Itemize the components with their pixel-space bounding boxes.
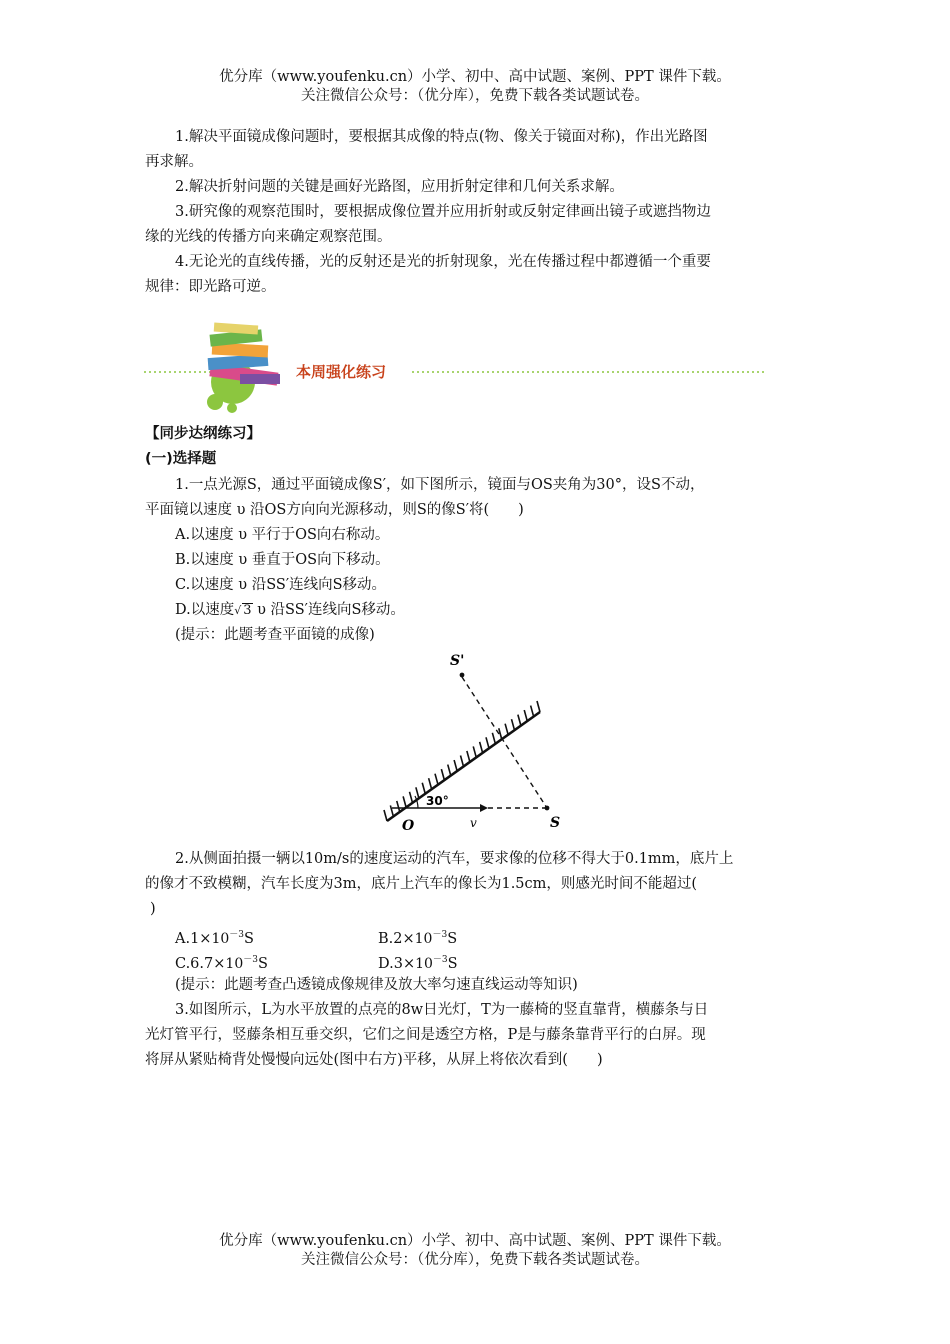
hatch-mark — [448, 765, 451, 776]
q2-option-a — [175, 924, 254, 950]
books-icon — [207, 322, 280, 413]
intro-p3b: 缘的光线的传播方向来确定观察范围。 — [145, 229, 392, 245]
q2-option-c — [175, 949, 268, 975]
hatch-mark — [467, 751, 470, 762]
q1-option-d-post: υ 沿SS′连线向S移动。 — [252, 602, 405, 618]
q1-option-b: B.以速度 υ 垂直于OS向下移动。 — [175, 552, 390, 568]
header-line-2: 关注微信公众号：（优分库），免费下载各类试题试卷。 — [301, 88, 649, 104]
intro-p4a: 4.无论光的直线传播，光的反射还是光的折射现象，光在传播过程中都遵循一个重要 — [175, 254, 711, 270]
hatch-mark — [397, 801, 400, 812]
q1-stem-a: 1.一点光源S，通过平面镜成像S′，如下图所示，镜面与OS夹角为30°，设S不动， — [175, 477, 705, 493]
point-s — [545, 806, 550, 811]
q2-option-b-base: 10 — [414, 931, 433, 947]
hatch-mark — [486, 737, 489, 748]
q2-stem-b: 的像才不致模糊，汽车长度为3m，底片上汽车的像长为1.5cm，则感光时间不能超过( — [145, 876, 698, 892]
footer-line-1: 优分库（www.youfenku.cn）小学、初中、高中试题、案例、PPT 课件下载。 — [219, 1233, 731, 1249]
ss-prime-dashed-line — [462, 677, 547, 808]
hatch-mark — [531, 706, 534, 717]
hatch-mark — [492, 733, 495, 744]
intro-p2: 2.解决折射问题的关键是画好光路图，应用折射定律和几何关系求解。 — [175, 179, 624, 195]
label-s-prime: S' — [450, 653, 465, 669]
q2-option-d-exp: －3 — [432, 955, 448, 965]
footer-line-2: 关注微信公众号：（优分库），免费下载各类试题试卷。 — [301, 1252, 649, 1268]
hatch-mark — [390, 805, 393, 816]
section-banner — [140, 322, 770, 414]
page-footer — [0, 1232, 950, 1270]
label-v: v — [470, 816, 477, 830]
q1-option-c: C.以速度 υ 沿SS′连线向S移动。 — [175, 577, 387, 593]
q2-option-c-pre: C.6.7× — [175, 956, 226, 972]
hatch-mark — [480, 742, 483, 753]
q2-option-b-exp: －3 — [432, 930, 448, 940]
point-s-prime — [460, 673, 465, 678]
q1-option-d-root: 3 — [243, 603, 252, 618]
hatch-mark — [403, 796, 406, 807]
q3-stem-b: 光灯管平行，竖藤条相互垂交织，它们之间是透空方格，P是与藤条靠背平行的白屏。现 — [145, 1027, 706, 1043]
q2-option-c-base: 10 — [225, 956, 244, 972]
hatch-mark — [441, 769, 444, 780]
q2-option-d-unit: S — [447, 956, 458, 972]
page-header — [0, 68, 950, 106]
section-subtitle: (一)选择题 — [145, 451, 217, 467]
q2-option-a-pre: A.1× — [175, 931, 212, 947]
q2-option-d — [378, 949, 458, 975]
hatch-mark — [473, 746, 476, 757]
hatch-mark — [422, 783, 425, 794]
q2-option-d-pre: D.3× — [378, 956, 416, 972]
header-line-1: 优分库（www.youfenku.cn）小学、初中、高中试题、案例、PPT 课件下载。 — [219, 69, 731, 85]
q2-hint: (提示：此题考查凸透镜成像规律及放大率匀速直线运动等知识) — [175, 977, 578, 993]
mirror-figure — [370, 645, 570, 840]
banner-title: 本周强化练习 — [296, 363, 387, 381]
hatch-mark — [512, 719, 515, 730]
hatch-mark — [518, 715, 521, 726]
q2-stem-c: ) — [150, 901, 156, 917]
velocity-arrowhead — [480, 804, 488, 812]
hatch-mark — [429, 778, 432, 789]
intro-p4b: 规律：即光路可逆。 — [145, 279, 276, 295]
q2-option-d-base: 10 — [415, 956, 433, 972]
hatch-mark — [537, 701, 540, 712]
q2-option-b-unit: S — [447, 931, 458, 947]
q2-option-a-base: 10 — [211, 931, 230, 947]
q2-stem-a: 2.从侧面拍摄一辆以10m/s的速度运动的汽车，要求像的位移不得大于0.1mm，底片上 — [175, 851, 734, 867]
q2-option-a-exp: －3 — [229, 930, 245, 940]
intro-p1a: 1.解决平面镜成像问题时，要根据其成像的特点(物、像关于镜面对称)，作出光路图 — [175, 129, 708, 145]
q2-option-b — [378, 924, 457, 950]
q1-option-d-pre: D.以速度 — [175, 602, 235, 618]
q2-option-a-unit: S — [244, 931, 254, 947]
label-angle: 30° — [426, 794, 449, 808]
hatch-mark — [461, 756, 464, 767]
hatch-mark — [384, 810, 387, 821]
hatch-mark — [410, 792, 413, 803]
label-o: O — [402, 818, 415, 834]
hatch-mark — [416, 787, 419, 798]
hatch-mark — [524, 710, 527, 721]
hatch-mark — [454, 760, 457, 771]
q2-option-c-exp: －3 — [243, 955, 258, 965]
intro-p3a: 3.研究像的观察范围时，要根据成像位置并应用折射或反射定律画出镜子或遮挡物边 — [175, 204, 711, 220]
q3-stem-a: 3.如图所示，L为水平放置的点亮的8w日光灯，T为一藤椅的竖直靠背，横藤条与日 — [175, 1002, 709, 1018]
q2-option-b-pre: B.2× — [378, 931, 415, 947]
q1-hint: (提示：此题考查平面镜的成像) — [175, 627, 375, 643]
q1-option-a: A.以速度 υ 平行于OS向右称动。 — [175, 527, 390, 543]
label-s: S — [550, 815, 561, 831]
q1-option-d: D.以速度√ 3 υ 沿SS′连线向S移动。 — [175, 602, 405, 618]
intro-p1b: 再求解。 — [145, 154, 203, 170]
section-title: 【同步达纲练习】 — [145, 426, 261, 442]
q3-stem-c: 将屏从紧贴椅背处慢慢向远处(图中右方)平移，从屏上将依次看到( ) — [145, 1052, 603, 1068]
q2-option-c-unit: S — [257, 956, 268, 972]
hatch-mark — [435, 774, 438, 785]
q1-stem-b: 平面镜以速度 υ 沿OS方向向光源移动，则S的像S′将( ) — [145, 502, 524, 518]
hatch-mark — [505, 724, 508, 735]
